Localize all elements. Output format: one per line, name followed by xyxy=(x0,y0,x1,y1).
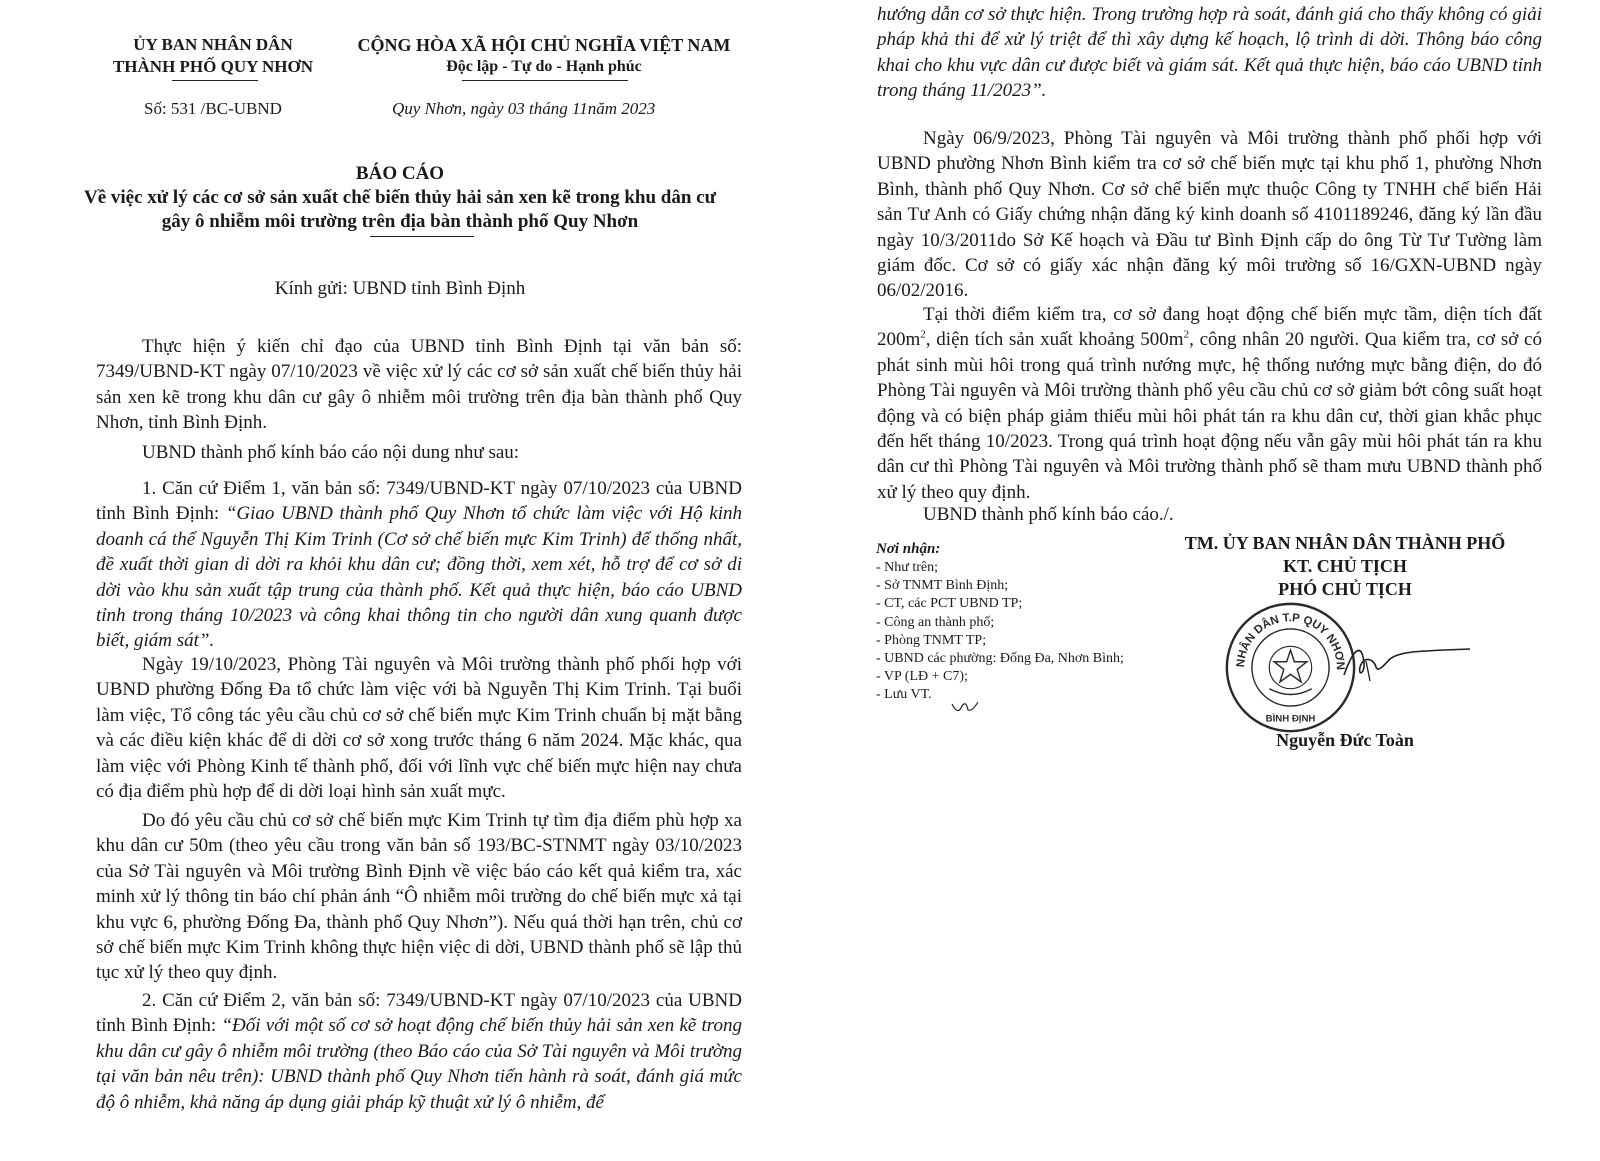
point-1-quote: “Giao UBND thành phố Quy Nhơn tổ chức làm việc với Hộ kinh doanh cá thể Nguyễn Thị Kim Trinh (Cơ sở chế biến mực Kim Trinh) để thống nhất, đề xuất thời gian di dời ra khỏi khu dân cư; đồng thời, xem xét, hỗ trợ để cơ sở di dời vào khu sản xuất tập trung của thành phố. Kết quả thực hiện, báo cáo UBND tỉnh trong tháng 10/2023 và công khai thông tin cho người dân xung quanh được biết, giám sát”. xyxy=(96,503,743,652)
title-underline xyxy=(370,236,474,237)
paragraph-inspection-findings xyxy=(877,302,1542,505)
initials-mark xyxy=(950,698,980,718)
paragraph-point-2-continued: hướng dẫn cơ sở thực hiện. Trong trường hợp rà soát, đánh giá cho thấy không có giải pháp khả thi để xử lý triệt để thì xây dựng kế hoạch, lộ trình di dời. Thông báo công khai cho khu vực dân cư được biết và giám sát. Kết quả thực hiện, báo cáo UBND tỉnh trong tháng 11/2023”. xyxy=(877,4,1542,102)
recipients-heading: Nơi nhận: xyxy=(876,541,941,557)
point-2-text: 2. Căn cứ Điểm 2, văn bản số: 7349/UBND-KT ngày 07/10/2023 của UBND tỉnh Bình Định: xyxy=(96,990,742,1037)
recipient-item: - Sở TNMT Bình Định; xyxy=(876,578,1009,594)
emblem-star xyxy=(1274,650,1307,682)
seal-bottom-text: BÌNH ĐỊNH xyxy=(1265,713,1316,725)
report-title-sub1: Về việc xử lý các cơ sở sản xuất chế biến thủy hải sản xen kẽ trong khu dân cư xyxy=(83,187,717,208)
handwritten-signature xyxy=(1340,637,1480,687)
signature-line2: KT. CHỦ TỊCH xyxy=(1283,556,1407,576)
authority-underline xyxy=(172,80,258,81)
unit-superscript-1: 2 xyxy=(920,329,926,342)
findings-text-c: , công nhân 20 người. Qua kiểm tra, cơ sở có phát sinh mùi hôi trong quá trình nướng mực, hệ thống nướng mực bằng điện, do đó Phòng Tài nguyên và Môi trường thành phố yêu cầu chủ cơ sở giảm bớt công suất hoạt động và có biện pháp giảm thiểu mùi hôi phát tán ra khu dân cư, thời gian khắc phục đến hết tháng 10/2023. Trong quá trình hoạt động nếu vẫn gây mùi hôi phát tán ra khu dân cư thì Phòng Tài nguyên và Môi trường thành phố sẽ tham mưu UBND thành phố xử lý theo quy định. xyxy=(877,329,1542,503)
issuing-authority-line1: ỦY BAN NHÂN DÂN xyxy=(133,35,293,54)
recipient-item: - VP (LĐ + C7); xyxy=(876,669,968,685)
recipients-block xyxy=(876,540,1196,705)
point-2-quote: “Đối với một số cơ sở hoạt động chế biến thủy hải sản xen kẽ trong khu dân cư gây ô nhiễm môi trường (theo Báo cáo của Sở Tài nguyên và Môi trường tại văn bản nêu trên): UBND thành phố Quy Nhơn tiến hành rà soát, đánh giá mức độ ô nhiễm, khả năng áp dụng giải pháp kỹ thuật xử lý ô nhiễm, để xyxy=(96,1015,742,1113)
signature-line3: PHÓ CHỦ TỊCH xyxy=(1278,579,1412,599)
recipient-item: - Công an thành phố; xyxy=(876,614,995,630)
paragraph-intro: Thực hiện ý kiến chỉ đạo của UBND tỉnh Bình Định tại văn bản số: 7349/UBND-KT ngày 07/10/2023 về việc xử lý các cơ sở sản xuất chế biến thủy hải sản xen kẽ trong khu dân cư gây ô nhiễm môi trường trên địa bàn thành phố Quy Nhơn, tỉnh Bình Định. xyxy=(96,336,742,434)
report-title-main: BÁO CÁO xyxy=(355,163,445,184)
findings-text-a: Tại thời điểm kiểm tra, cơ sở đang hoạt động chế biến mực tầm, diện tích đất 200m xyxy=(877,304,1542,351)
recipient-line: Kính gửi: UBND tỉnh Bình Định xyxy=(274,278,526,299)
place-and-date: Quy Nhơn, ngày 03 tháng 11năm 2023 xyxy=(392,99,656,118)
national-motto xyxy=(338,34,750,78)
paragraph-point-1 xyxy=(96,476,742,654)
motto-underline xyxy=(462,80,628,81)
issuing-authority xyxy=(108,34,318,78)
point-1-text: 1. Căn cứ Điểm 1, văn bản số: 7349/UBND-KT ngày 07/10/2023 của UBND tỉnh Bình Định: xyxy=(96,478,742,525)
paragraph-relocation-requirement: Do đó yêu cầu chủ cơ sở chế biến mực Kim Trinh tự tìm địa điểm phù hợp xa khu dân cư 50m (theo yêu cầu trong văn bản số 193/BC-STNMT ngày 03/10/2023 của Sở Tài nguyên và Môi trường Bình Định về việc báo cáo kết quả kiểm tra, xác minh xử lý thông tin báo chí phản ánh “Ô nhiễm môi trường do chế biến mực xả tại khu vực 6, phường Đống Đa, thành phố Quy Nhơn”). Nếu quá thời hạn trên, chủ cơ sở chế biến mực Kim Trinh không thực hiện việc di dời, UBND thành phố sẽ lập thủ tục xử lý theo quy định. xyxy=(96,810,742,984)
nation-motto: Độc lập - Tự do - Hạnh phúc xyxy=(446,58,642,75)
paragraph-content-lead: UBND thành phố kính báo cáo nội dung như sau: xyxy=(142,442,520,463)
recipient-item: - UBND các phường: Đống Đa, Nhơn Bình; xyxy=(876,651,1124,667)
document-number: Số: 531 /BC-UBND xyxy=(144,99,282,118)
paragraph-inspection-0609: Ngày 06/9/2023, Phòng Tài nguyên và Môi trường thành phố phối hợp với UBND phường Nhơn Bình kiểm tra cơ sở chế biến mực tại khu phố 1, phường Nhơn Bình, thành phố Quy Nhơn. Cơ sở chế biến mực thuộc Công ty TNHH chế biến Hải sản Tư Anh có Giấy chứng nhận đăng ký kinh doanh số 4101189246, đăng ký lần đầu ngày 10/3/2011do Sở Kế hoạch và Đầu tư Bình Định cấp do ông Từ Tư Tường làm giám đốc. Cơ sở có giấy xác nhận đăng ký môi trường số 16/GXN-UBND ngày 06/02/2016. xyxy=(877,128,1542,302)
signature-title-block xyxy=(1155,532,1535,601)
recipient-item: - Lưu VT. xyxy=(876,687,932,703)
signature-line1: TM. ỦY BAN NHÂN DÂN THÀNH PHỐ xyxy=(1184,533,1506,553)
paragraph-closing: UBND thành phố kính báo cáo./. xyxy=(923,504,1174,525)
unit-superscript-2: 2 xyxy=(1183,329,1190,342)
official-seal xyxy=(1223,600,1358,735)
recipients-list xyxy=(876,559,1196,705)
report-title xyxy=(30,162,770,234)
report-title-sub2: gây ô nhiễm môi trường trên địa bàn thành phố Quy Nhơn xyxy=(161,211,639,232)
recipient-item: - Như trên; xyxy=(876,560,939,575)
issuing-authority-line2: THÀNH PHỐ QUY NHƠN xyxy=(112,57,314,76)
paragraph-meeting-1910: Ngày 19/10/2023, Phòng Tài nguyên và Môi trường thành phố phối hợp với UBND phường Đống Đa tổ chức làm việc với bà Nguyễn Thị Kim Trinh. Tại buổi làm việc, Tổ công tác yêu cầu chủ cơ sở chế biến mực Kim Trinh chuẩn bị mặt bằng và các điều kiện khác để di dời cơ sở xong trước tháng 6 năm 2024. Mặc khác, qua làm việc với Phòng Kinh tế thành phố, đối với lĩnh vực chế biến mực hiện nay chưa có địa điểm phù hợp để di dời loại hình sản xuất mực. xyxy=(96,654,742,803)
nation-name: CỘNG HÒA XÃ HỘI CHỦ NGHĨA VIỆT NAM xyxy=(357,35,731,55)
paragraph-point-2 xyxy=(96,988,742,1115)
signer-name: Nguyễn Đức Toàn xyxy=(1276,730,1414,750)
seal-arc-text-path: NHÂN DÂN T.P QUY NHƠN xyxy=(1235,612,1346,671)
recipient-item: - Phòng TNMT TP; xyxy=(876,632,987,648)
findings-text-b: , diện tích sản xuất khoảng 500m xyxy=(925,329,1184,351)
emblem-circle xyxy=(1269,646,1311,688)
right-column xyxy=(800,0,1600,1161)
recipient-item: - CT, các PCT UBND TP; xyxy=(876,596,1023,612)
